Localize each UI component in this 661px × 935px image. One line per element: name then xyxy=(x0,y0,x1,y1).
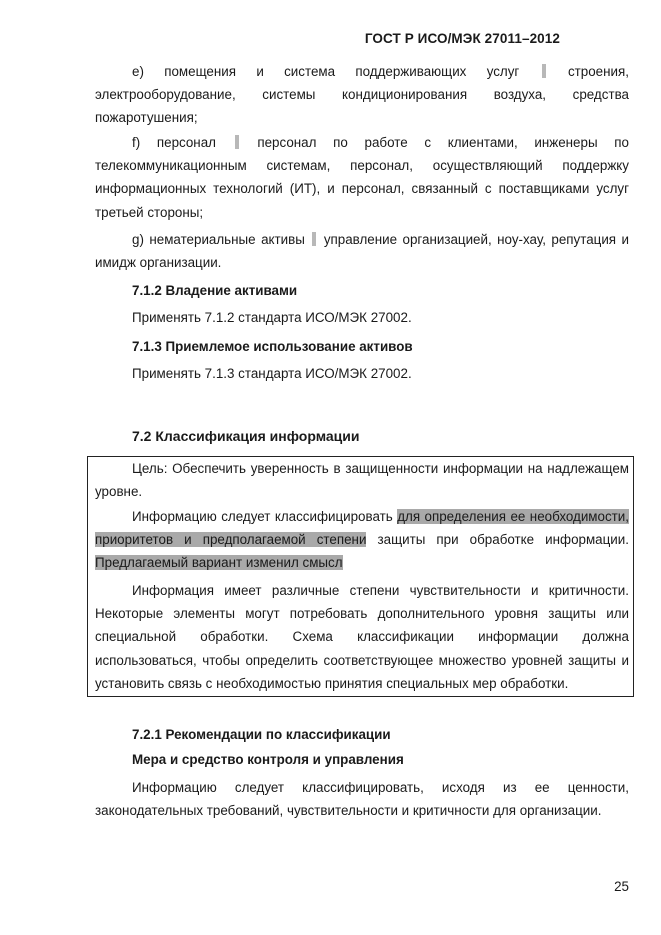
section-heading-7-2-1: 7.2.1 Рекомендации по классификации xyxy=(132,727,391,742)
list-item-g xyxy=(95,228,629,274)
dash-mark xyxy=(542,64,546,78)
list-item-e xyxy=(95,60,629,130)
classification-text-start: Информацию следует классифицировать xyxy=(132,509,393,524)
dash-mark xyxy=(312,232,316,246)
section-heading-7-1-3: 7.1.3 Приемлемое использование активов xyxy=(132,339,413,354)
list-item-f-end: персонал по работе с клиентами, инженеры по телекоммуникационным системам, персонал, осуществляющий поддержку информационных технологий (ИТ), и персонал, связанный с поставщиками услуг третьей стороны; xyxy=(95,135,629,220)
section-heading-7-2: 7.2 Классификация информации xyxy=(132,428,360,444)
section-text-7-1-2: Применять 7.1.2 стандарта ИСО/МЭК 27002. xyxy=(132,310,412,325)
list-item-f-start: f) персонал xyxy=(132,135,216,150)
classification-text-end: защиты при обработке информации. xyxy=(377,532,629,548)
list-item-f xyxy=(95,131,629,224)
objective-text: Цель: Обеспечить уверенность в защищенности информации на надлежащем уровне. xyxy=(95,461,629,500)
list-item-e-end: строения, электрооборудование, системы кондиционирования воздуха, средства пожаротушения; xyxy=(95,64,629,126)
list-item-e-start: e) помещения и система поддерживающих услуг xyxy=(132,64,520,79)
control-subheading: Мера и средство контроля и управления xyxy=(132,752,404,767)
section-heading-7-1-2: 7.1.2 Владение активами xyxy=(132,283,298,298)
section-text-7-1-3: Применять 7.1.3 стандарта ИСО/МЭК 27002. xyxy=(132,366,412,381)
standard-header: ГОСТ Р ИСО/МЭК 27011–2012 xyxy=(364,31,560,46)
highlighted-note: Предлагаемый вариант изменил смысл xyxy=(95,555,343,571)
dash-mark xyxy=(235,135,239,149)
sensitivity-paragraph: Информация имеет различные степени чувствительности и критичности. Некоторые элементы могут потребовать дополнительного уровня защиты или специальной обработки. Схема классификации информации должна использоваться, чтобы определить соответствующее множество уровней защиты и установить связь с необходимостью принятия специальных мер обработки. xyxy=(95,583,629,691)
list-item-g-start: g) нематериальные активы xyxy=(132,232,305,247)
list-item-g-end: управление организацией, ноу-хау, репутация и имидж организации. xyxy=(95,232,629,271)
highlighted-text: для определения ее необходимости, приоритетов и предполагаемой степени xyxy=(95,509,629,548)
page-number: 25 xyxy=(614,879,629,894)
classification-paragraph xyxy=(95,505,629,575)
control-text: Информацию следует классифицировать, исходя из ее ценности, законодательных требований, чувствительности и критичности для организации. xyxy=(95,780,629,819)
